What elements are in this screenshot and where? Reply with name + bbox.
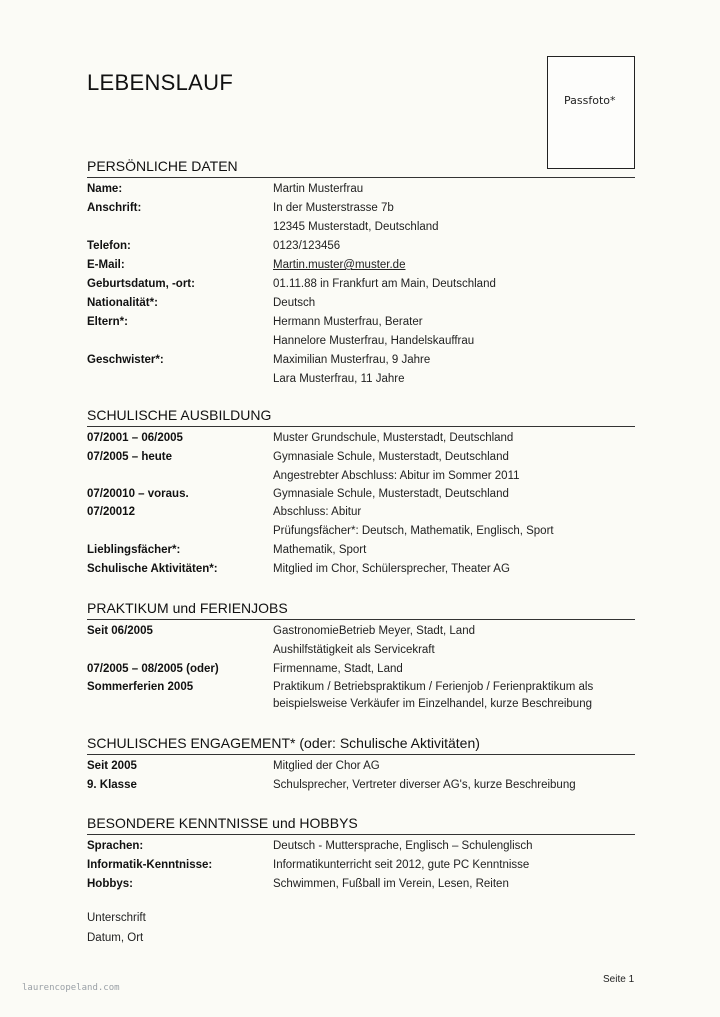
row-address-city	[87, 218, 635, 237]
section-engagement	[87, 734, 635, 795]
row-label: 07/2005 – 08/2005 (oder)	[87, 663, 219, 675]
section-internship	[87, 599, 635, 713]
row-label: Informatik-Kenntnisse:	[87, 859, 213, 871]
row-value: 0123/123456	[273, 240, 341, 252]
date-place-label: Datum, Ort	[87, 932, 144, 944]
photo-label: Passfoto*	[564, 94, 616, 107]
row-value: Aushilfstätigkeit als Servicekraft	[273, 644, 435, 656]
row-value: beispielsweise Verkäufer im Einzelhandel, kurze Beschreibung	[273, 698, 592, 710]
row-label: Seit 06/2005	[87, 625, 153, 637]
watermark: laurencopeland.com	[22, 983, 120, 993]
row-phone	[87, 237, 635, 256]
row-value: 01.11.88 in Frankfurt am Main, Deutschland	[273, 278, 496, 290]
row-label: Sommerferien 2005	[87, 681, 194, 693]
section-school	[87, 406, 635, 579]
row-name	[87, 180, 635, 199]
row-value: Gymnasiale Schule, Musterstadt, Deutschland	[273, 451, 509, 463]
email-link[interactable]: Martin.muster@muster.de	[273, 259, 406, 271]
row-parents	[87, 313, 635, 332]
row-internship-5	[87, 696, 635, 713]
row-value: Prüfungsfächer*: Deutsch, Mathematik, Englisch, Sport	[273, 525, 554, 537]
row-value: 12345 Musterstadt, Deutschland	[273, 221, 439, 233]
row-label: Seit 2005	[87, 760, 137, 772]
row-value: Angestrebter Abschluss: Abitur im Sommer 2011	[273, 470, 520, 482]
row-internship-1	[87, 622, 635, 641]
row-school-4	[87, 486, 635, 503]
row-value: Deutsch	[273, 297, 316, 309]
row-label: Geschwister*:	[87, 354, 164, 366]
row-label: Anschrift:	[87, 202, 142, 214]
row-label: Geburtsdatum, -ort:	[87, 278, 195, 290]
row-engagement-1	[87, 757, 635, 776]
row-value: Deutsch - Muttersprache, Englisch – Schulenglisch	[273, 840, 533, 852]
row-internship-3	[87, 660, 635, 679]
document-title: LEBENSLAUF	[87, 70, 234, 95]
row-parents-2	[87, 332, 635, 351]
row-label: 07/20012	[87, 506, 135, 518]
row-value: Schulsprecher, Vertreter diverser AG's, kurze Beschreibung	[273, 779, 576, 791]
row-label: Sprachen:	[87, 840, 144, 852]
row-school-5	[87, 503, 635, 522]
row-internship-4	[87, 679, 635, 696]
row-value: Abschluss: Abitur	[273, 506, 362, 518]
page-number: Seite 1	[603, 974, 635, 985]
row-value: Praktikum / Betriebspraktikum / Ferienjob / Ferienpraktikum als	[273, 681, 594, 693]
row-label: 07/2005 – heute	[87, 451, 173, 463]
row-label: Telefon:	[87, 240, 131, 252]
row-school-activities	[87, 560, 635, 579]
row-favorite-subjects	[87, 541, 635, 560]
row-value: Mitglied der Chor AG	[273, 760, 380, 772]
section-title: PRAKTIKUM und FERIENJOBS	[87, 599, 635, 620]
row-value: Hannelore Musterfrau, Handelskauffrau	[273, 335, 475, 347]
row-hobbies	[87, 875, 635, 894]
row-value: Mathematik, Sport	[273, 544, 367, 556]
section-title: PERSÖNLICHE DATEN	[87, 157, 635, 178]
section-personal-data	[87, 157, 635, 389]
row-value: Muster Grundschule, Musterstadt, Deutschland	[273, 432, 514, 444]
row-email	[87, 256, 635, 275]
row-label: Hobbys:	[87, 878, 133, 890]
row-value: Gymnasiale Schule, Musterstadt, Deutschland	[273, 488, 509, 500]
row-value: Informatikunterricht seit 2012, gute PC Kenntnisse	[273, 859, 530, 871]
row-label: E-Mail:	[87, 259, 125, 271]
row-value: In der Musterstrasse 7b	[273, 202, 394, 214]
row-label: Schulische Aktivitäten*:	[87, 563, 218, 575]
signature-label: Unterschrift	[87, 912, 146, 924]
row-value: Lara Musterfrau, 11 Jahre	[273, 373, 405, 385]
row-siblings-2	[87, 370, 635, 389]
row-label: Lieblingsfächer*:	[87, 544, 181, 556]
row-label: Eltern*:	[87, 316, 128, 328]
row-label: 07/2001 – 06/2005	[87, 432, 183, 444]
row-school-2	[87, 448, 635, 467]
row-label: 07/20010 – voraus.	[87, 488, 189, 500]
row-school-1	[87, 429, 635, 448]
row-value: Schwimmen, Fußball im Verein, Lesen, Reiten	[273, 878, 509, 890]
row-it-skills	[87, 856, 635, 875]
row-siblings	[87, 351, 635, 370]
section-title: SCHULISCHE AUSBILDUNG	[87, 406, 635, 427]
row-birth	[87, 275, 635, 294]
row-languages	[87, 837, 635, 856]
section-title: BESONDERE KENNTNISSE und HOBBYS	[87, 814, 635, 835]
row-label: 9. Klasse	[87, 779, 137, 791]
row-nationality	[87, 294, 635, 313]
section-title: SCHULISCHES ENGAGEMENT* (oder: Schulische Aktivitäten)	[87, 734, 635, 755]
row-value: Firmenname, Stadt, Land	[273, 663, 403, 675]
row-internship-2	[87, 641, 635, 660]
row-value: Maximilian Musterfrau, 9 Jahre	[273, 354, 431, 366]
row-engagement-2	[87, 776, 635, 795]
section-skills	[87, 814, 635, 894]
row-label: Nationalität*:	[87, 297, 158, 309]
row-school-6	[87, 522, 635, 541]
row-value: Hermann Musterfrau, Berater	[273, 316, 423, 328]
row-label: Name:	[87, 183, 123, 195]
row-value: Mitglied im Chor, Schülersprecher, Theater AG	[273, 563, 510, 575]
row-address	[87, 199, 635, 218]
photo-placeholder	[547, 56, 635, 169]
row-value: GastronomieBetrieb Meyer, Stadt, Land	[273, 625, 475, 637]
row-value: Martin Musterfrau	[273, 183, 364, 195]
row-school-3	[87, 467, 635, 486]
